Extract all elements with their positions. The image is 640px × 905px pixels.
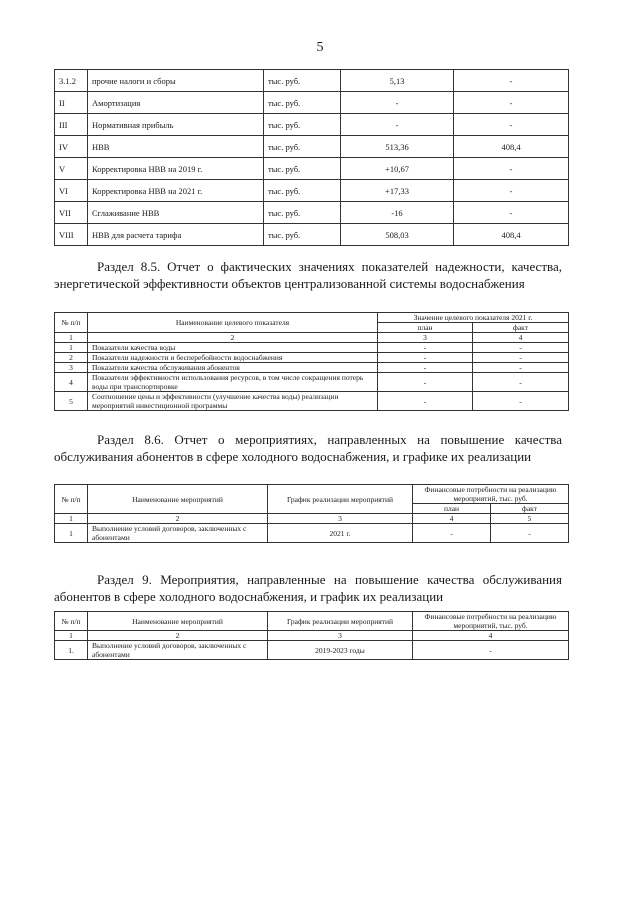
row-plan: - (378, 353, 473, 363)
row-value-2: - (454, 180, 569, 202)
row-value-1: 5,13 (341, 70, 454, 92)
row-fact: - (473, 363, 569, 373)
row-plan: - (378, 373, 473, 392)
row-value-1: -16 (341, 202, 454, 224)
header-fin: Финансовые потребности на реализацию мероприятий, тыс. руб. (413, 485, 569, 504)
row-fact: - (473, 353, 569, 363)
row-num: 3.1.2 (55, 70, 88, 92)
row-num: 1 (55, 343, 88, 353)
index-cell: 3 (268, 631, 413, 641)
table-row (55, 114, 569, 136)
row-num: 1 (55, 524, 88, 543)
row-value-1: 508,03 (341, 224, 454, 246)
row-name: Соотношение цены и эффективности (улучшение качества воды) реализации мероприятий инвестиционной программы (88, 392, 378, 411)
row-value-2: - (454, 70, 569, 92)
section-8-5-title: Раздел 8.5. Отчет о фактических значениях показателей надежности, качества, энергетической эффективности объектов централизованной системы водоснабжения (54, 259, 562, 291)
row-name: Показатели качества воды (88, 343, 378, 353)
row-unit: тыс. руб. (264, 158, 341, 180)
row-unit: тыс. руб. (264, 70, 341, 92)
row-value-2: 408,4 (454, 136, 569, 158)
row-num: VII (55, 202, 88, 224)
index-cell: 4 (413, 631, 569, 641)
row-fact: - (473, 392, 569, 411)
index-cell: 2 (88, 514, 268, 524)
header-num: № п/п (55, 485, 88, 514)
row-fin: - (413, 641, 569, 660)
measures-plan-table (54, 611, 569, 660)
table-row (55, 136, 569, 158)
table-row (55, 343, 569, 353)
table-row (55, 392, 569, 411)
index-cell: 5 (491, 514, 569, 524)
row-value-2: - (454, 158, 569, 180)
row-name: Показатели эффективности использования ресурсов, в том числе сокращения потерь воды при транспортировке (88, 373, 378, 392)
table-row (55, 70, 569, 92)
row-name: НВВ (88, 136, 264, 158)
header-fin: Финансовые потребности на реализацию мероприятий, тыс. руб. (413, 612, 569, 631)
row-value-2: 408,4 (454, 224, 569, 246)
row-plan: - (378, 343, 473, 353)
index-cell: 1 (55, 514, 88, 524)
row-num: II (55, 92, 88, 114)
index-cell: 2 (88, 631, 268, 641)
row-value-1: +10,67 (341, 158, 454, 180)
index-cell: 3 (378, 333, 473, 343)
table-row (55, 524, 569, 543)
row-name: прочие налоги и сборы (88, 70, 264, 92)
row-name: Амортизация (88, 92, 264, 114)
header-num: № п/п (55, 612, 88, 631)
row-unit: тыс. руб. (264, 136, 341, 158)
row-name: Корректировка НВВ на 2019 г. (88, 158, 264, 180)
row-num: III (55, 114, 88, 136)
row-schedule: 2019-2023 годы (268, 641, 413, 660)
row-name: Нормативная прибыль (88, 114, 264, 136)
row-unit: тыс. руб. (264, 114, 341, 136)
section-8-6-title: Раздел 8.6. Отчет о мероприятиях, направленных на повышение качества обслуживания абонентов в сфере холодного водоснабжения, и графике их реализации (54, 432, 562, 464)
row-value-1: - (341, 114, 454, 136)
row-name: Показатели качества обслуживания абонентов (88, 363, 378, 373)
measures-report-table (54, 484, 569, 543)
table-row (55, 641, 569, 660)
row-name: Корректировка НВВ на 2021 г. (88, 180, 264, 202)
row-value-1: - (341, 92, 454, 114)
header-plan: план (413, 504, 491, 514)
header-num: № п/п (55, 313, 88, 333)
row-fact: - (491, 524, 569, 543)
header-plan: план (378, 323, 473, 333)
table-row (55, 180, 569, 202)
index-cell: 4 (473, 333, 569, 343)
row-plan: - (413, 524, 491, 543)
header-name: Наименование мероприятий (88, 612, 268, 631)
header-value: Значение целевого показателя 2021 г. (378, 313, 569, 323)
row-name: Показатели надежности и бесперебойности водоснабжения (88, 353, 378, 363)
table-row (55, 224, 569, 246)
table-row (55, 353, 569, 363)
table-row (55, 92, 569, 114)
header-name: Наименование целевого показателя (88, 313, 378, 333)
row-num: IV (55, 136, 88, 158)
header-schedule: График реализации мероприятий (268, 612, 413, 631)
row-value-2: - (454, 202, 569, 224)
row-unit: тыс. руб. (264, 202, 341, 224)
row-num: 1. (55, 641, 88, 660)
header-fact: факт (473, 323, 569, 333)
index-cell: 1 (55, 631, 88, 641)
row-num: VI (55, 180, 88, 202)
header-schedule: График реализации мероприятий (268, 485, 413, 514)
row-name: Сглаживание НВВ (88, 202, 264, 224)
row-num: 5 (55, 392, 88, 411)
row-name: Выполнение условий договоров, заключенных с абонентами (88, 524, 268, 543)
section-9-title: Раздел 9. Мероприятия, направленные на повышение качества обслуживания абонентов в сфере холодного водоснабжения, и график их реализации (54, 572, 562, 604)
row-schedule: 2021 г. (268, 524, 413, 543)
index-cell: 2 (88, 333, 378, 343)
row-name: Выполнение условий договоров, заключенных с абонентами (88, 641, 268, 660)
index-cell: 3 (268, 514, 413, 524)
table-row (55, 363, 569, 373)
row-fact: - (473, 343, 569, 353)
header-fact: факт (491, 504, 569, 514)
row-num: VIII (55, 224, 88, 246)
row-num: 2 (55, 353, 88, 363)
row-num: 4 (55, 373, 88, 392)
index-cell: 1 (55, 333, 88, 343)
row-plan: - (378, 363, 473, 373)
header-name: Наименование мероприятий (88, 485, 268, 514)
row-name: НВВ для расчета тарифа (88, 224, 264, 246)
row-unit: тыс. руб. (264, 224, 341, 246)
row-fact: - (473, 373, 569, 392)
nvv-table (54, 69, 569, 246)
row-num: V (55, 158, 88, 180)
row-num: 3 (55, 363, 88, 373)
indicators-table (54, 312, 569, 411)
table-row (55, 202, 569, 224)
row-value-1: +17,33 (341, 180, 454, 202)
row-value-1: 513,36 (341, 136, 454, 158)
table-row (55, 373, 569, 392)
row-value-2: - (454, 114, 569, 136)
row-plan: - (378, 392, 473, 411)
row-value-2: - (454, 92, 569, 114)
table-row (55, 158, 569, 180)
row-unit: тыс. руб. (264, 180, 341, 202)
page-number: 5 (316, 40, 324, 55)
row-unit: тыс. руб. (264, 92, 341, 114)
index-cell: 4 (413, 514, 491, 524)
